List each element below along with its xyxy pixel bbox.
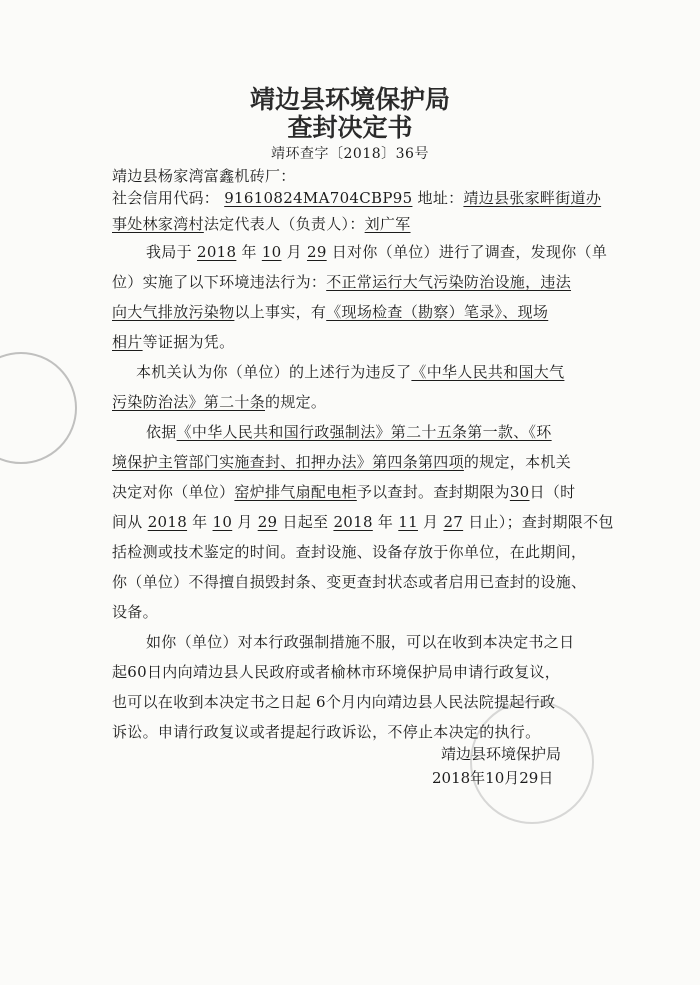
para2-line1 [136,362,564,382]
text: 依据 [146,423,177,441]
rep-name: 刘广军 [364,215,411,233]
month: 11 [398,513,418,531]
text: 年 [192,513,208,531]
document-title: 靖边县环境保护局 [249,85,450,114]
para3-line1 [146,422,552,442]
para1-line1 [146,242,607,262]
sealed-item: 窑炉排气扇配电柜 [234,483,357,501]
para3-line7: 设备。 [112,603,158,621]
text: 年 [377,513,394,531]
text: 予以查封。查封期限为 [356,483,510,501]
days: 30 [509,483,530,501]
para1-line2 [112,272,571,292]
address-part1: 靖边县张家畔街道办 [463,189,602,207]
para3-line2 [112,452,571,472]
year: 2018 [196,243,237,261]
address-line [112,214,411,234]
law: 污染防治法》第二十条 [112,393,266,411]
text: 本机关认为你（单位）的上述行为违反了 [136,363,412,381]
month: 10 [261,243,282,261]
text: 决定对你（单位） [112,483,235,501]
para1-line4 [112,332,234,352]
credit-code: 91610824MA704CBP95 [224,189,413,207]
text: 我局于 [146,243,192,261]
credit-line [112,188,601,208]
para3-line5: 括检测或技术鉴定的时间。查封设施、设备存放于你单位，在此期间， [112,543,587,561]
year: 2018 [333,513,373,531]
day: 29 [306,243,327,261]
violation: 不正常运行大气污染防治设施，违法 [326,273,572,291]
text: 年 [241,243,257,261]
text: 日对你（单位）进行了调查，发现你（单 [331,243,608,261]
month: 10 [212,513,233,531]
text: 日止）；查封期限不包 [468,513,614,531]
text: 月 [286,243,302,261]
text: 的规定，本机关 [463,453,572,471]
address-part2: 事处林家湾村 [112,215,204,233]
text: 日（时 [529,483,576,501]
address-label: 地址： [417,189,464,207]
para4-line2: 起60日内向靖边县人民政府或者榆林市环境保护局申请行政复议， [112,663,561,681]
para2-line2 [112,392,326,412]
credit-label: 社会信用代码： [112,189,220,207]
text: 间从 [112,513,143,531]
document-subtitle: 查封决定书 [287,113,413,142]
day: 27 [443,513,464,531]
left-seal-stamp [0,352,77,464]
text: 月 [237,513,253,531]
evidence: 相片 [112,333,143,351]
violation: 向大气排放污染物 [112,303,235,321]
para3-line4 [112,512,614,532]
text: 月 [423,513,439,531]
signature-date: 2018年10月29日 [432,769,554,787]
signature-org: 靖边县环境保护局 [441,745,562,763]
document-number: 靖环查字〔2018〕36号 [271,146,429,162]
text: 日起至 [282,513,329,531]
law: 《中华人民共和国行政强制法》第二十五条第一款、《环 [176,423,552,441]
evidence: 《现场检查（勘察）笔录》、现场 [326,303,549,321]
para4-line4: 诉讼。申请行政复议或者提起行政诉讼，不停止本决定的执行。 [112,723,541,741]
law: 境保护主管部门实施查封、扣押办法》第四条第四项 [112,453,464,471]
text: 等证据为凭。 [142,333,235,351]
text: 的规定。 [265,393,327,411]
day: 29 [257,513,278,531]
law: 《中华人民共和国大气 [411,363,565,381]
para3-line6: 你（单位）不得擅自损毁封条、变更查封状态或者启用已查封的设施、 [112,573,587,591]
rep-label: 法定代表人（负责人）： [203,215,365,233]
text: 位）实施了以下环境违法行为： [112,273,327,291]
para4-line1: 如你（单位）对本行政强制措施不服，可以在收到本决定书之日 [146,633,575,651]
text: 以上事实，有 [234,303,327,321]
para4-line3: 也可以在收到本决定书之日起 6个月内向靖边县人民法院提起行政 [112,693,556,711]
year: 2018 [147,513,188,531]
para1-line3 [112,302,548,322]
recipient-name: 靖边县杨家湾富鑫机砖厂： [112,167,296,185]
para3-line3 [112,482,575,502]
